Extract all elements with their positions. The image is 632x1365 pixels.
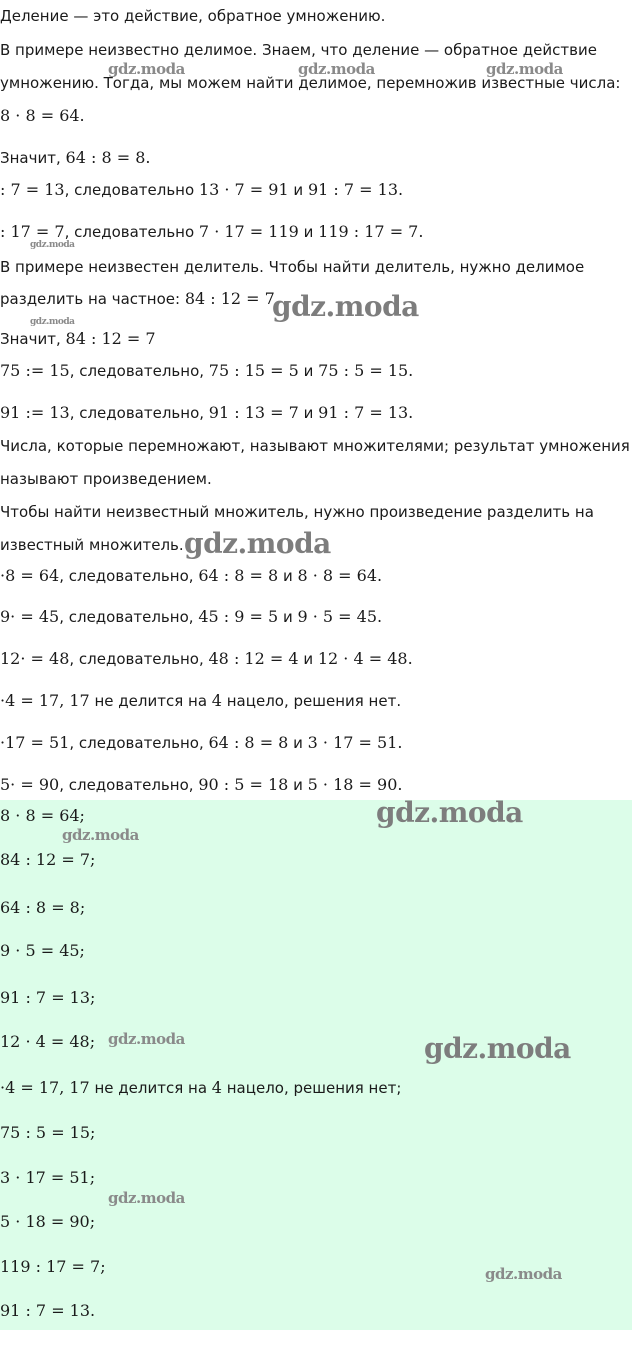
watermark: gdz.moda	[108, 1030, 185, 1048]
watermark: gdz.moda	[486, 60, 563, 78]
text-line: разделить на частное: 84 : 12 = 7	[0, 289, 275, 308]
watermark: gdz.moda	[272, 290, 419, 323]
text-line: В примере неизвестен делитель. Чтобы найти делитель, нужно делимое	[0, 258, 585, 276]
answer-line: ·4 = 17, 17 не делится на 4 нацело, решения нет;	[0, 1078, 402, 1097]
text-line: Значит, 64 : 8 = 8.	[0, 148, 151, 167]
text-line: известный множитель.	[0, 536, 184, 554]
answer-line: 119 : 17 = 7;	[0, 1257, 106, 1276]
math-line: 12· = 48, следовательно, 48 : 12 = 4 и 12 · 4 = 48.	[0, 649, 413, 668]
watermark: gdz.moda	[30, 317, 75, 327]
watermark: gdz.moda	[298, 60, 375, 78]
answer-line: 75 : 5 = 15;	[0, 1123, 96, 1142]
math-line: 5· = 90, следовательно, 90 : 5 = 18 и 5 · 18 = 90.	[0, 775, 403, 794]
watermark: gdz.moda	[30, 240, 75, 250]
math-line: ·4 = 17, 17 не делится на 4 нацело, решения нет.	[0, 691, 402, 710]
math-line: 8 · 8 = 64.	[0, 106, 85, 125]
answer-line: 9 · 5 = 45;	[0, 941, 85, 960]
answer-line: 3 · 17 = 51;	[0, 1168, 96, 1187]
answer-line: 12 · 4 = 48;	[0, 1032, 96, 1051]
answer-line: 91 : 7 = 13.	[0, 1301, 96, 1320]
text-line: Числа, которые перемножают, называют множителями; результат умножения	[0, 437, 630, 455]
math-line: 75 := 15, следовательно, 75 : 15 = 5 и 75 : 5 = 15.	[0, 361, 414, 380]
watermark: gdz.moda	[108, 1189, 185, 1207]
watermark: gdz.moda	[424, 1032, 571, 1065]
text-line: называют произведением.	[0, 470, 212, 488]
answer-line: 5 · 18 = 90;	[0, 1212, 96, 1231]
watermark: gdz.moda	[184, 527, 331, 560]
answer-line: 64 : 8 = 8;	[0, 898, 86, 917]
text-line: В примере неизвестно делимое. Знаем, что деление — обратное действие	[0, 41, 597, 59]
math-line: : 17 = 7, следовательно 7 · 17 = 119 и 119 : 17 = 7.	[0, 222, 424, 241]
math-line: 91 := 13, следовательно, 91 : 13 = 7 и 91 : 7 = 13.	[0, 403, 414, 422]
answer-line: 91 : 7 = 13;	[0, 988, 96, 1007]
math-line: ·8 = 64, следовательно, 64 : 8 = 8 и 8 · 8 = 64.	[0, 566, 383, 585]
math-line: 9· = 45, следовательно, 45 : 9 = 5 и 9 · 5 = 45.	[0, 607, 383, 626]
answer-box	[0, 800, 632, 1330]
text-line: умножению. Тогда, мы можем найти делимое, перемножив известные числа:	[0, 74, 621, 92]
answer-line: 8 · 8 = 64;	[0, 806, 85, 825]
watermark: gdz.moda	[485, 1265, 562, 1283]
text-line: Чтобы найти неизвестный множитель, нужно произведение разделить на	[0, 503, 594, 521]
watermark: gdz.moda	[108, 60, 185, 78]
answer-line: 84 : 12 = 7;	[0, 850, 96, 869]
watermark: gdz.moda	[62, 826, 139, 844]
math-line: ·17 = 51, следовательно, 64 : 8 = 8 и 3 · 17 = 51.	[0, 733, 403, 752]
text-line: Значит, 84 : 12 = 7	[0, 329, 156, 348]
math-line: : 7 = 13, следовательно 13 · 7 = 91 и 91 : 7 = 13.	[0, 180, 404, 199]
watermark: gdz.moda	[376, 796, 523, 829]
text-line: Деление — это действие, обратное умножению.	[0, 7, 386, 25]
